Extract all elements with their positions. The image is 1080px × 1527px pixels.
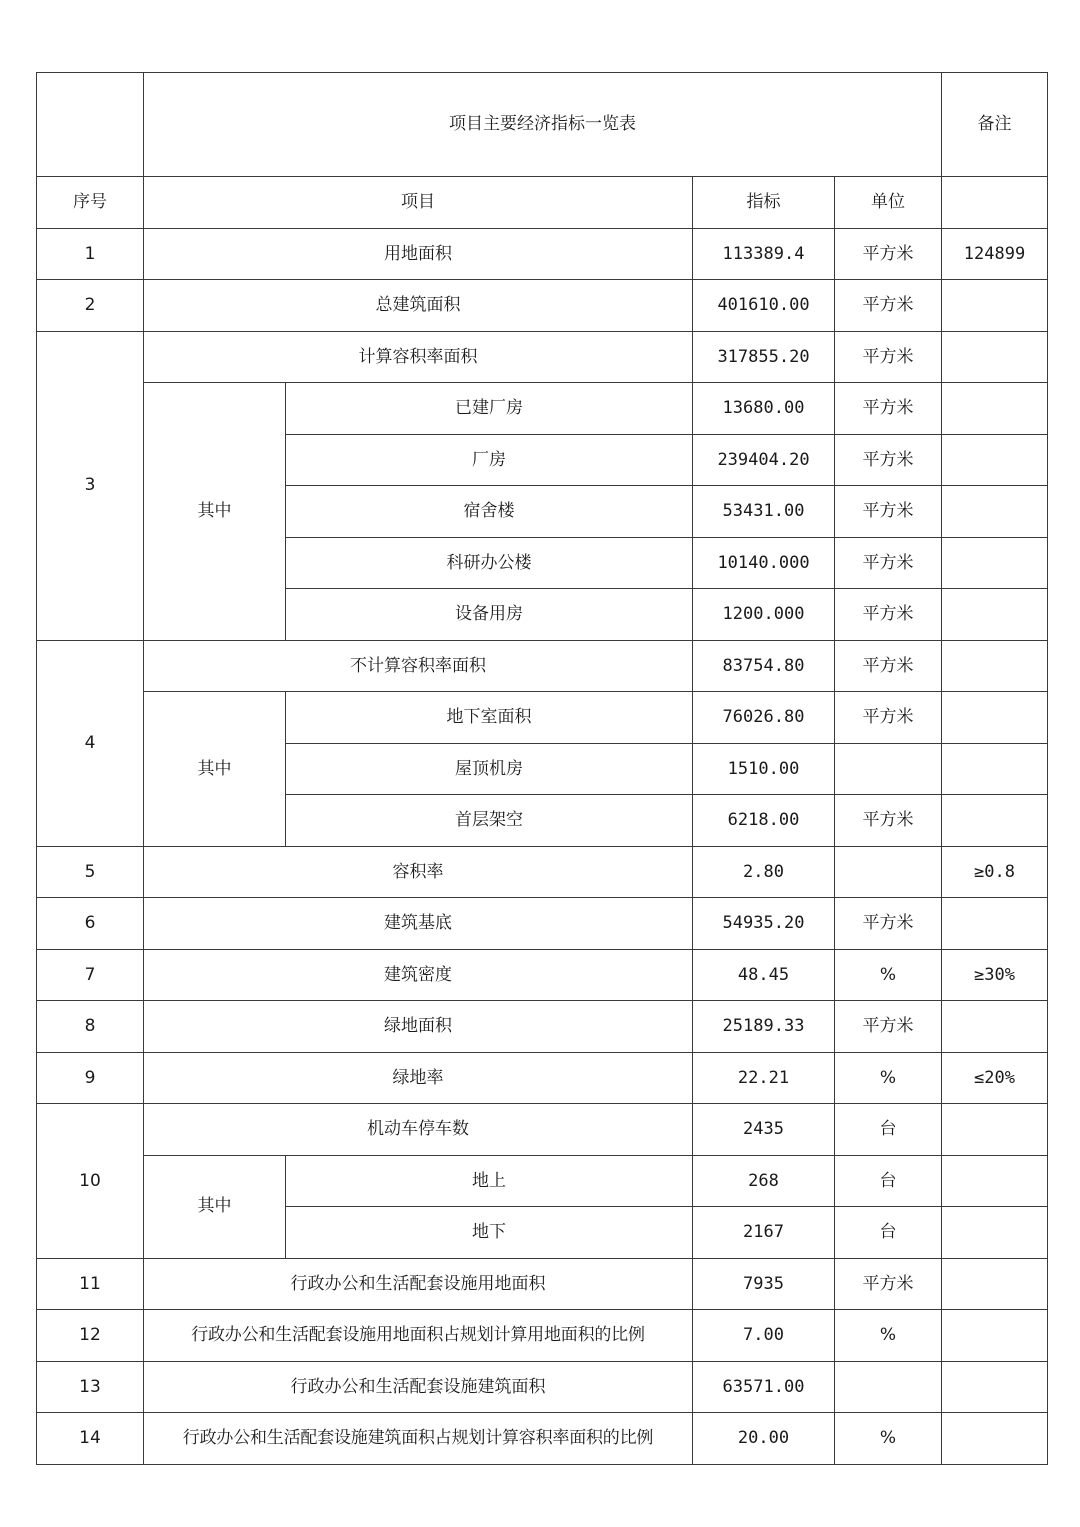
value-cell: 317855.20 bbox=[693, 331, 835, 383]
sub-item-cell: 科研办公楼 bbox=[286, 537, 693, 589]
remark-cell bbox=[942, 280, 1048, 332]
value-cell: 7935 bbox=[693, 1258, 835, 1310]
seq-cell: 6 bbox=[37, 898, 144, 950]
unit-cell: 平方米 bbox=[835, 1001, 942, 1053]
seq-header: 序号 bbox=[37, 177, 144, 229]
unit-cell: 平方米 bbox=[835, 331, 942, 383]
unit-cell: 平方米 bbox=[835, 1258, 942, 1310]
unit-cell: 平方米 bbox=[835, 280, 942, 332]
unit-cell bbox=[835, 743, 942, 795]
unit-cell: 平方米 bbox=[835, 898, 942, 950]
unit-cell: % bbox=[835, 949, 942, 1001]
unit-header: 单位 bbox=[835, 177, 942, 229]
seq-cell: 5 bbox=[37, 846, 144, 898]
header-row bbox=[37, 177, 1048, 229]
item-cell: 建筑密度 bbox=[144, 949, 693, 1001]
unit-cell: % bbox=[835, 1052, 942, 1104]
table-row bbox=[37, 949, 1048, 1001]
seq-cell: 2 bbox=[37, 280, 144, 332]
item-cell: 绿地面积 bbox=[144, 1001, 693, 1053]
sub-item-cell: 首层架空 bbox=[286, 795, 693, 847]
title-row bbox=[37, 73, 1048, 177]
unit-cell: 平方米 bbox=[835, 228, 942, 280]
sub-item-cell: 厂房 bbox=[286, 434, 693, 486]
remark-cell bbox=[942, 692, 1048, 744]
item-cell: 行政办公和生活配套设施用地面积 bbox=[144, 1258, 693, 1310]
remark-cell bbox=[942, 486, 1048, 538]
unit-cell bbox=[835, 1361, 942, 1413]
unit-cell: 台 bbox=[835, 1104, 942, 1156]
seq-cell: 10 bbox=[37, 1104, 144, 1259]
economic-indicators-table bbox=[36, 72, 1048, 1465]
unit-cell: 平方米 bbox=[835, 434, 942, 486]
table-row bbox=[37, 1155, 1048, 1207]
value-cell: 6218.00 bbox=[693, 795, 835, 847]
sub-item-cell: 地上 bbox=[286, 1155, 693, 1207]
value-cell: 83754.80 bbox=[693, 640, 835, 692]
table-row bbox=[37, 1001, 1048, 1053]
seq-cell: 1 bbox=[37, 228, 144, 280]
unit-cell: 平方米 bbox=[835, 589, 942, 641]
unit-cell: 平方米 bbox=[835, 640, 942, 692]
sub-label-cell: 其中 bbox=[144, 1155, 286, 1258]
value-cell: 20.00 bbox=[693, 1413, 835, 1465]
sub-label-cell: 其中 bbox=[144, 692, 286, 847]
value-cell: 268 bbox=[693, 1155, 835, 1207]
table-row bbox=[37, 898, 1048, 950]
remark-cell bbox=[942, 1155, 1048, 1207]
sub-item-cell: 屋顶机房 bbox=[286, 743, 693, 795]
table-row bbox=[37, 383, 1048, 435]
unit-cell: % bbox=[835, 1310, 942, 1362]
remark-cell: ≥0.8 bbox=[942, 846, 1048, 898]
remark-cell bbox=[942, 898, 1048, 950]
item-header: 项目 bbox=[144, 177, 693, 229]
remark-cell bbox=[942, 1104, 1048, 1156]
value-cell: 63571.00 bbox=[693, 1361, 835, 1413]
sub-label-cell: 其中 bbox=[144, 383, 286, 641]
value-cell: 239404.20 bbox=[693, 434, 835, 486]
table-row bbox=[37, 846, 1048, 898]
unit-cell bbox=[835, 846, 942, 898]
title-blank-cell bbox=[37, 73, 144, 177]
remark-cell bbox=[942, 537, 1048, 589]
remark-cell bbox=[942, 1258, 1048, 1310]
seq-cell: 3 bbox=[37, 331, 144, 640]
table-row bbox=[37, 1258, 1048, 1310]
value-cell: 53431.00 bbox=[693, 486, 835, 538]
remark-cell bbox=[942, 589, 1048, 641]
item-cell: 容积率 bbox=[144, 846, 693, 898]
unit-cell: 平方米 bbox=[835, 692, 942, 744]
value-cell: 10140.000 bbox=[693, 537, 835, 589]
table-title: 项目主要经济指标一览表 bbox=[144, 73, 942, 177]
remark-cell bbox=[942, 177, 1048, 229]
remark-cell: ≤20% bbox=[942, 1052, 1048, 1104]
seq-cell: 14 bbox=[37, 1413, 144, 1465]
item-cell: 计算容积率面积 bbox=[144, 331, 693, 383]
table-row bbox=[37, 331, 1048, 383]
unit-cell: % bbox=[835, 1413, 942, 1465]
table-row bbox=[37, 1361, 1048, 1413]
unit-cell: 平方米 bbox=[835, 383, 942, 435]
sub-item-cell: 设备用房 bbox=[286, 589, 693, 641]
value-cell: 22.21 bbox=[693, 1052, 835, 1104]
table-row bbox=[37, 1310, 1048, 1362]
value-cell: 7.00 bbox=[693, 1310, 835, 1362]
table-row bbox=[37, 1052, 1048, 1104]
remark-cell bbox=[942, 1001, 1048, 1053]
seq-cell: 13 bbox=[37, 1361, 144, 1413]
remark-cell: ≥30% bbox=[942, 949, 1048, 1001]
remark-cell bbox=[942, 795, 1048, 847]
value-header: 指标 bbox=[693, 177, 835, 229]
remark-cell bbox=[942, 1361, 1048, 1413]
item-cell: 行政办公和生活配套设施建筑面积占规划计算容积率面积的比例 bbox=[144, 1413, 693, 1465]
sub-item-cell: 宿舍楼 bbox=[286, 486, 693, 538]
remark-cell bbox=[942, 1413, 1048, 1465]
seq-cell: 11 bbox=[37, 1258, 144, 1310]
sub-item-cell: 已建厂房 bbox=[286, 383, 693, 435]
item-cell: 建筑基底 bbox=[144, 898, 693, 950]
value-cell: 54935.20 bbox=[693, 898, 835, 950]
value-cell: 13680.00 bbox=[693, 383, 835, 435]
value-cell: 25189.33 bbox=[693, 1001, 835, 1053]
value-cell: 2.80 bbox=[693, 846, 835, 898]
seq-cell: 8 bbox=[37, 1001, 144, 1053]
unit-cell: 平方米 bbox=[835, 537, 942, 589]
item-cell: 行政办公和生活配套设施用地面积占规划计算用地面积的比例 bbox=[144, 1310, 693, 1362]
seq-cell: 7 bbox=[37, 949, 144, 1001]
value-cell: 2167 bbox=[693, 1207, 835, 1259]
table-row bbox=[37, 692, 1048, 744]
remark-cell bbox=[942, 434, 1048, 486]
seq-cell: 4 bbox=[37, 640, 144, 846]
value-cell: 1200.000 bbox=[693, 589, 835, 641]
table-row bbox=[37, 1413, 1048, 1465]
remark-cell bbox=[942, 1207, 1048, 1259]
value-cell: 1510.00 bbox=[693, 743, 835, 795]
item-cell: 机动车停车数 bbox=[144, 1104, 693, 1156]
remark-cell bbox=[942, 383, 1048, 435]
table-row bbox=[37, 228, 1048, 280]
unit-cell: 平方米 bbox=[835, 486, 942, 538]
seq-cell: 9 bbox=[37, 1052, 144, 1104]
remark-header: 备注 bbox=[942, 73, 1048, 177]
item-cell: 总建筑面积 bbox=[144, 280, 693, 332]
value-cell: 401610.00 bbox=[693, 280, 835, 332]
sub-item-cell: 地下 bbox=[286, 1207, 693, 1259]
value-cell: 48.45 bbox=[693, 949, 835, 1001]
item-cell: 绿地率 bbox=[144, 1052, 693, 1104]
unit-cell: 台 bbox=[835, 1155, 942, 1207]
item-cell: 不计算容积率面积 bbox=[144, 640, 693, 692]
table-row bbox=[37, 280, 1048, 332]
remark-cell bbox=[942, 331, 1048, 383]
unit-cell: 台 bbox=[835, 1207, 942, 1259]
seq-cell: 12 bbox=[37, 1310, 144, 1362]
value-cell: 2435 bbox=[693, 1104, 835, 1156]
unit-cell: 平方米 bbox=[835, 795, 942, 847]
remark-cell bbox=[942, 743, 1048, 795]
value-cell: 76026.80 bbox=[693, 692, 835, 744]
sub-item-cell: 地下室面积 bbox=[286, 692, 693, 744]
item-cell: 用地面积 bbox=[144, 228, 693, 280]
remark-cell: 124899 bbox=[942, 228, 1048, 280]
remark-cell bbox=[942, 1310, 1048, 1362]
remark-cell bbox=[942, 640, 1048, 692]
item-cell: 行政办公和生活配套设施建筑面积 bbox=[144, 1361, 693, 1413]
table-row bbox=[37, 640, 1048, 692]
value-cell: 113389.4 bbox=[693, 228, 835, 280]
table-row bbox=[37, 1104, 1048, 1156]
